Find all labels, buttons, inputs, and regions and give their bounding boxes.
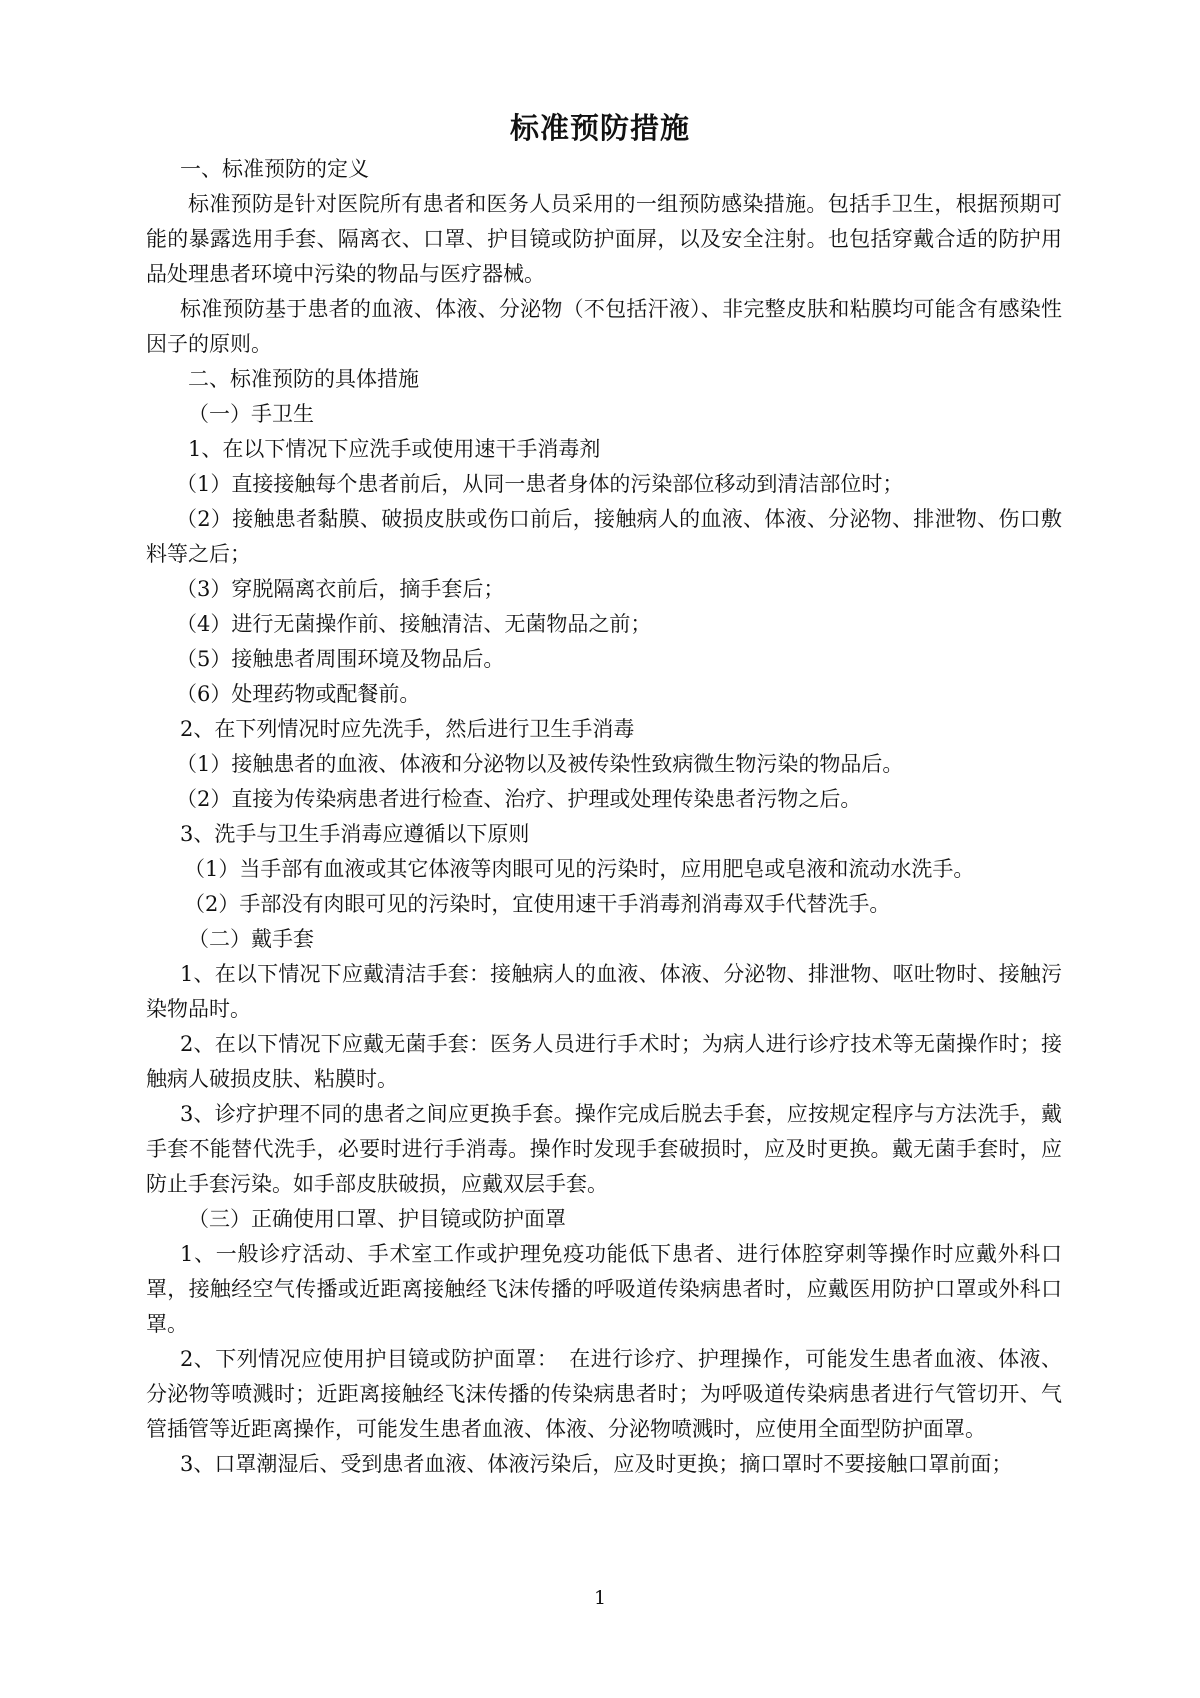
paragraph: （1）直接接触每个患者前后，从同一患者身体的污染部位移动到清洁部位时； bbox=[176, 472, 904, 496]
paragraph: （6）处理药物或配餐前。 bbox=[176, 682, 421, 706]
paragraph: 2、在下列情况时应先洗手，然后进行卫生手消毒 bbox=[180, 717, 635, 741]
document-title: 标准预防措施 bbox=[509, 111, 690, 145]
paragraph: 3、诊疗护理不同的患者之间应更换手套。操作完成后脱去手套，应按规定程序与方法洗手，戴手套不能替代洗手，必要时进行手消毒。操作时发现手套破损时，应及时更换。戴无菌手套时，应防止手套污染。如手部皮肤破损，应戴双层手套。 bbox=[146, 1102, 1062, 1196]
paragraph: 1、一般诊疗活动、手术室工作或护理免疫功能低下患者、进行体腔穿刺等操作时应戴外科口罩，接触经空气传播或近距离接触经飞沫传播的呼吸道传染病患者时，应戴医用防护口罩或外科口罩。 bbox=[146, 1242, 1062, 1336]
paragraph: 3、口罩潮湿后、受到患者血液、体液污染后，应及时更换；摘口罩时不要接触口罩前面； bbox=[180, 1452, 1013, 1476]
page-number: 1 bbox=[593, 1587, 607, 1609]
paragraph: 2、下列情况应使用护目镜或防护面罩： 在进行诊疗、护理操作，可能发生患者血液、体液、分泌物等喷溅时；近距离接触经飞沫传播的传染病患者时；为呼吸道传染病患者进行气管切开、气管插管等近距离操作，可能发生患者血液、体液、分泌物喷溅时，应使用全面型防护面罩。 bbox=[146, 1347, 1062, 1441]
paragraph: 1、在以下情况下应洗手或使用速干手消毒剂 bbox=[188, 437, 601, 461]
paragraph: （2）手部没有肉眼可见的污染时，宜使用速干手消毒剂消毒双手代替洗手。 bbox=[184, 892, 891, 916]
paragraph: （5）接触患者周围环境及物品后。 bbox=[176, 647, 505, 671]
paragraph: 二、标准预防的具体措施 bbox=[188, 367, 419, 391]
paragraph: 标准预防基于患者的血液、体液、分泌物（不包括汗液）、非完整皮肤和粘膜均可能含有感染性因子的原则。 bbox=[146, 297, 1062, 356]
paragraph: （二）戴手套 bbox=[188, 927, 314, 951]
paragraph: （1）当手部有血液或其它体液等肉眼可见的污染时，应用肥皂或皂液和流动水洗手。 bbox=[184, 857, 975, 881]
paragraph: 1、在以下情况下应戴清洁手套：接触病人的血液、体液、分泌物、排泄物、呕吐物时、接触污染物品时。 bbox=[146, 962, 1062, 1021]
document-body bbox=[146, 152, 1062, 1482]
paragraph: （一）手卫生 bbox=[188, 402, 314, 426]
paragraph: （4）进行无菌操作前、接触清洁、无菌物品之前； bbox=[176, 612, 652, 636]
paragraph: （1）接触患者的血液、体液和分泌物以及被传染性致病微生物污染的物品后。 bbox=[176, 752, 904, 776]
paragraph: 3、洗手与卫生手消毒应遵循以下原则 bbox=[180, 822, 530, 846]
paragraph: 2、在以下情况下应戴无菌手套：医务人员进行手术时；为病人进行诊疗技术等无菌操作时；接触病人破损皮肤、粘膜时。 bbox=[146, 1032, 1062, 1091]
paragraph: 标准预防是针对医院所有患者和医务人员采用的一组预防感染措施。包括手卫生，根据预期可能的暴露选用手套、隔离衣、口罩、护目镜或防护面屏，以及安全注射。也包括穿戴合适的防护用品处理患者环境中污染的物品与医疗器械。 bbox=[146, 192, 1062, 286]
paragraph: 一、标准预防的定义 bbox=[180, 157, 369, 181]
paragraph: （2）接触患者黏膜、破损皮肤或伤口前后，接触病人的血液、体液、分泌物、排泄物、伤口敷料等之后； bbox=[146, 507, 1062, 566]
paragraph: （三）正确使用口罩、护目镜或防护面罩 bbox=[188, 1207, 566, 1231]
paragraph: （3）穿脱隔离衣前后，摘手套后； bbox=[176, 577, 505, 601]
paragraph: （2）直接为传染病患者进行检查、治疗、护理或处理传染患者污物之后。 bbox=[176, 787, 862, 811]
